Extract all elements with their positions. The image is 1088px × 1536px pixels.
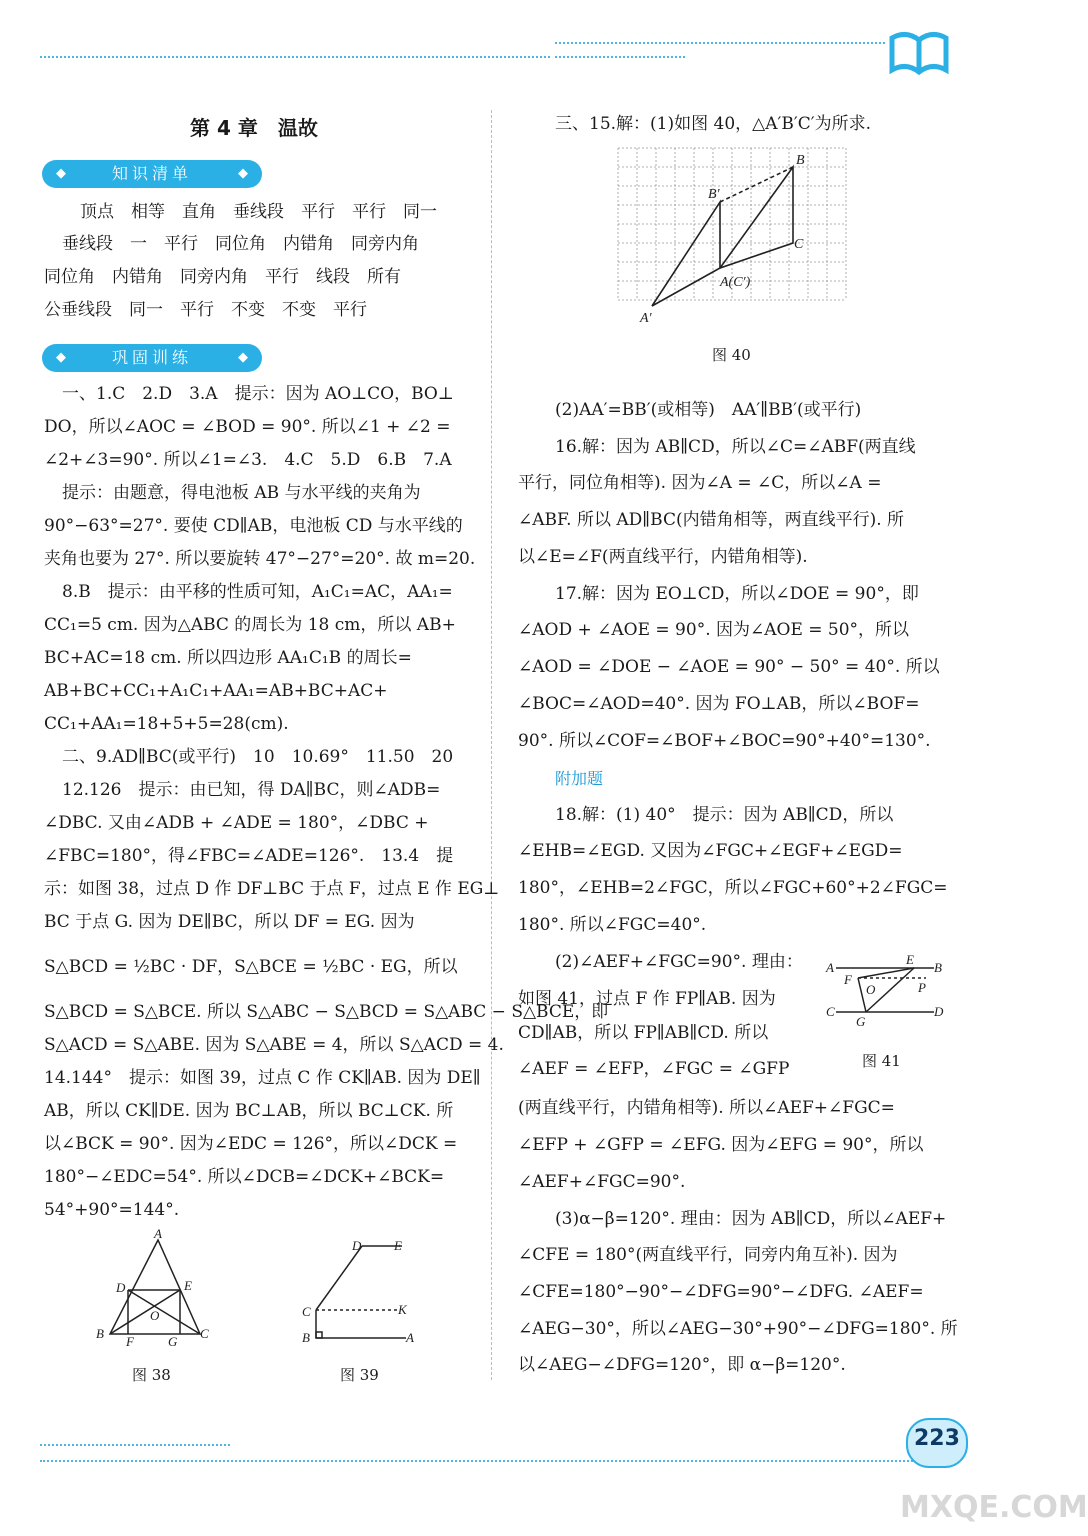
answer-line: 8.B 提示：由平移的性质可知，A₁C₁=AC，AA₁= [62, 582, 453, 602]
book-icon [888, 28, 950, 76]
figure-caption: 图 38 [132, 1366, 171, 1384]
answer-line: S△ACD = S△ABE. 因为 S△ABE = 4，所以 S△ACD = 4. [44, 1035, 504, 1055]
svg-text:B: B [302, 1330, 310, 1345]
answer-line: 18.解：(1) 40° 提示：因为 AB∥CD，所以 [555, 805, 894, 825]
svg-text:C: C [826, 1004, 835, 1019]
answer-line: ∠BOC=∠AOD=40°. 因为 FO⊥AB，所以∠BOF= [518, 694, 920, 714]
svg-text:E: E [394, 1238, 402, 1253]
answer-line: CD∥AB，所以 FP∥AB∥CD. 所以 [518, 1023, 769, 1043]
answer-line: 如图 41，过点 F 作 FP∥AB. 因为 [518, 989, 776, 1009]
answer-line: 平行，同位角相等). 因为∠A = ∠C，所以∠A = [518, 473, 882, 493]
answer-line: (2)∠AEF+∠FGC=90°. 理由： [555, 952, 803, 972]
svg-text:P: P [918, 980, 926, 995]
knowledge-line: 垂线段 一 平行 同位角 内错角 同旁内角 [62, 234, 419, 254]
answer-line: AB+BC+CC₁+A₁C₁+AA₁=AB+BC+AC+ [44, 681, 388, 701]
svg-text:D: D [352, 1238, 362, 1253]
knowledge-line: 公垂线段 同一 平行 不变 不变 平行 [44, 300, 367, 320]
svg-text:E: E [906, 952, 914, 967]
answer-line: DO，所以∠AOC = ∠BOD = 90°. 所以∠1 + ∠2 = [44, 417, 451, 437]
answer-line: 180°，∠EHB=2∠FGC，所以∠FGC+60°+2∠FGC= [518, 878, 948, 898]
svg-text:A(C′): A(C′) [720, 275, 751, 290]
section-banner-knowledge: ◆ 知识清单 ◆ [42, 160, 262, 188]
answer-line: 以∠AEG−∠DFG=120°，即 α−β=120°. [518, 1355, 846, 1375]
svg-text:B: B [96, 1326, 104, 1341]
answer-line: ∠AEF = ∠EFP，∠FGC = ∠GFP [518, 1059, 790, 1079]
footer-dots-bottom [40, 1460, 920, 1462]
svg-text:O: O [866, 982, 876, 997]
answer-line: ∠2+∠3=90°. 所以∠1=∠3. 4.C 5.D 6.B 7.A [44, 450, 452, 470]
answer-line: ∠EHB=∠EGD. 又因为∠FGC+∠EGF+∠EGD= [518, 841, 903, 861]
answer-line: (3)α−β=120°. 理由：因为 AB∥CD，所以∠AEF+ [555, 1209, 947, 1229]
figure-caption: 图 41 [862, 1052, 901, 1070]
svg-text:O: O [150, 1308, 160, 1323]
answer-line: ∠CFE = 180°(两直线平行，同旁内角互补). 因为 [518, 1245, 898, 1265]
answer-line: 示：如图 38，过点 D 作 DF⊥BC 于点 F，过点 E 作 EG⊥ [44, 879, 500, 899]
answer-line: S△BCD = S△BCE. 所以 S△ABC − S△BCD = S△ABC − S△BCE，即 [44, 1002, 609, 1022]
figure-41-parallel [822, 952, 952, 1032]
svg-text:D: D [116, 1280, 126, 1295]
section-title: 知识清单 [112, 164, 193, 183]
section-banner-practice: ◆ 巩固训练 ◆ [42, 344, 262, 372]
svg-text:F: F [844, 972, 852, 987]
answer-line: 二、9.AD∥BC(或平行) 10 10.69° 11.50 20 [62, 747, 454, 767]
answer-line: ∠AOD = ∠DOE − ∠AOE = 90° − 50° = 40°. 所以 [518, 657, 940, 677]
answer-line: 提示：由题意，得电池板 AB 与水平线的夹角为 [62, 483, 421, 503]
svg-text:A′: A′ [640, 311, 652, 326]
header-dots-right [555, 42, 885, 44]
knowledge-line: 同位角 内错角 同旁内角 平行 线段 所有 [44, 267, 401, 287]
svg-text:G: G [856, 1014, 866, 1029]
svg-text:C: C [302, 1304, 311, 1319]
answer-line: (2)AA′=BB′(或相等) AA′∥BB′(或平行) [555, 400, 862, 420]
answer-line: ∠ABF. 所以 AD∥BC(内错角相等，两直线平行). 所 [518, 510, 905, 530]
answer-line: ∠AEF+∠FGC=90°. [518, 1172, 686, 1192]
answer-line: 夹角也要为 27°. 所以要旋转 47°−27°=20°. 故 m=20. [44, 549, 476, 569]
figure-40-grid [612, 142, 852, 332]
section-title: 巩固训练 [112, 348, 193, 367]
svg-text:F: F [126, 1334, 134, 1349]
answer-line: 90°. 所以∠COF=∠BOF+∠BOC=90°+40°=130°. [518, 731, 931, 751]
answer-line: 180°−∠EDC=54°. 所以∠DCB=∠DCK+∠BCK= [44, 1167, 445, 1187]
svg-text:C: C [794, 237, 804, 252]
answer-line: ∠CFE=180°−90°−∠DFG=90°−∠DFG. ∠AEF= [518, 1282, 924, 1302]
extra-heading: 附加题 [555, 769, 604, 788]
answer-line: 三、15.解：(1)如图 40，△A′B′C′为所求. [555, 114, 871, 134]
answer-line: (两直线平行，内错角相等). 所以∠AEF+∠FGC= [518, 1098, 895, 1118]
chapter-title: 第 4 章 温故 [190, 116, 318, 140]
knowledge-line: 顶点 相等 直角 垂线段 平行 平行 同一 [80, 202, 437, 222]
svg-text:D: D [934, 1004, 944, 1019]
answer-line: 14.144° 提示：如图 39，过点 C 作 CK∥AB. 因为 DE∥ [44, 1068, 481, 1088]
answer-line: ∠AEG−30°，所以∠AEG−30°+90°−∠DFG=180°. 所 [518, 1319, 958, 1339]
header-dots-left [40, 56, 550, 58]
answer-line: ∠DBC. 又由∠ADB + ∠ADE = 180°，∠DBC + [44, 813, 429, 833]
answer-line: BC+AC=18 cm. 所以四边形 AA₁C₁B 的周长= [44, 648, 412, 668]
footer-dots-left [40, 1444, 230, 1446]
header-dots-right2 [555, 56, 685, 58]
answer-line: CC₁=5 cm. 因为△ABC 的周长为 18 cm，所以 AB+ [44, 615, 456, 635]
svg-text:G: G [168, 1334, 178, 1349]
answer-line: 90°−63°=27°. 要使 CD∥AB，电池板 CD 与水平线的 [44, 516, 463, 536]
svg-text:B′: B′ [708, 187, 720, 202]
answer-line: ∠FBC=180°，得∠FBC=∠ADE=126°. 13.4 提 [44, 846, 454, 866]
answer-line: CC₁+AA₁=18+5+5=28(cm). [44, 714, 289, 734]
svg-text:K: K [398, 1302, 407, 1317]
answer-line: BC 于点 G. 因为 DE∥BC，所以 DF = EG. 因为 [44, 912, 415, 932]
answer-line: 16.解：因为 AB∥CD，所以∠C=∠ABF(两直线 [555, 437, 916, 457]
figure-caption: 图 40 [712, 346, 751, 364]
answer-line: 12.126 提示：由已知，得 DA∥BC，则∠ADB= [62, 780, 441, 800]
answer-line: ∠AOD + ∠AOE = 90°. 因为∠AOE = 50°，所以 [518, 620, 910, 640]
svg-text:A: A [406, 1330, 414, 1345]
answer-line: ∠EFP + ∠GFP = ∠EFG. 因为∠EFG = 90°，所以 [518, 1135, 924, 1155]
figure-39-lines [296, 1234, 426, 1349]
answer-line: 以∠BCK = 90°. 因为∠EDC = 126°，所以∠DCK = [44, 1134, 458, 1154]
figure-38-triangle [88, 1228, 218, 1348]
page-number: 223 [914, 1426, 960, 1451]
svg-text:A: A [154, 1226, 162, 1241]
svg-text:E: E [184, 1278, 192, 1293]
answer-line: 以∠E=∠F(两直线平行，内错角相等). [518, 547, 808, 567]
answer-line: 一、1.C 2.D 3.A 提示：因为 AO⊥CO，BO⊥ [62, 384, 454, 404]
svg-text:B: B [796, 153, 805, 168]
svg-text:C: C [200, 1326, 209, 1341]
svg-text:B: B [934, 960, 942, 975]
svg-text:A: A [826, 960, 834, 975]
answer-line: 54°+90°=144°. [44, 1200, 180, 1220]
answer-line: 17.解：因为 EO⊥CD，所以∠DOE = 90°，即 [555, 584, 919, 604]
figure-caption: 图 39 [340, 1366, 379, 1384]
answer-line: 180°. 所以∠FGC=40°. [518, 915, 707, 935]
answer-line: AB，所以 CK∥DE. 因为 BC⊥AB，所以 BC⊥CK. 所 [44, 1101, 454, 1121]
answer-line: S△BCD = ½BC · DF，S△BCE = ½BC · EG，所以 [44, 957, 458, 977]
column-divider [491, 110, 492, 1380]
watermark: MXQE.COM [900, 1490, 1088, 1525]
